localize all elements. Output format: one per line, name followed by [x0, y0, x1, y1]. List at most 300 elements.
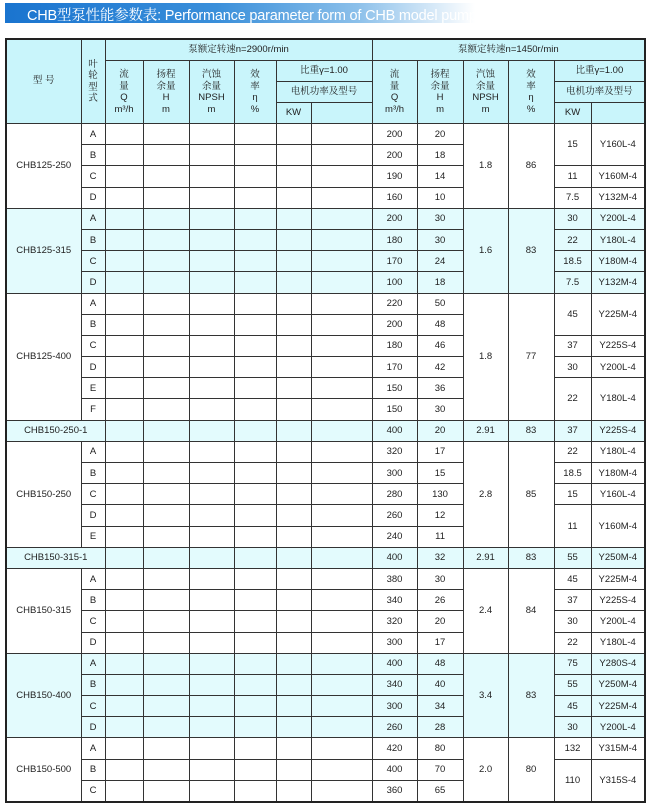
- impeller-cell: C: [81, 484, 105, 505]
- empty-2900-cell: [143, 166, 189, 187]
- empty-2900-cell: [234, 399, 276, 420]
- motor-kw-cell: 7.5: [554, 187, 591, 208]
- impeller-cell: D: [81, 717, 105, 738]
- empty-2900-cell: [105, 590, 143, 611]
- motor-kw-cell: 55: [554, 547, 591, 568]
- empty-2900-cell: [143, 505, 189, 526]
- impeller-cell: C: [81, 611, 105, 632]
- empty-2900-cell: [311, 293, 372, 314]
- head-cell: 30: [417, 399, 463, 420]
- motor-type-cell: Y160M-4: [591, 505, 645, 547]
- header-head-1450: 扬程 余量 H m: [417, 61, 463, 124]
- empty-2900-cell: [276, 653, 311, 674]
- empty-2900-cell: [105, 611, 143, 632]
- empty-2900-cell: [143, 251, 189, 272]
- header-speed-2900: 泵额定转速n=2900r/min: [105, 39, 372, 61]
- flow-cell: 300: [372, 463, 417, 484]
- empty-2900-cell: [311, 590, 372, 611]
- empty-2900-cell: [276, 399, 311, 420]
- empty-2900-cell: [234, 653, 276, 674]
- empty-2900-cell: [311, 335, 372, 356]
- empty-2900-cell: [143, 717, 189, 738]
- empty-2900-cell: [189, 780, 234, 802]
- efficiency-cell: 80: [508, 738, 554, 802]
- impeller-cell: A: [81, 568, 105, 589]
- motor-type-cell: Y225S-4: [591, 335, 645, 356]
- empty-2900-cell: [105, 759, 143, 780]
- empty-2900-cell: [143, 208, 189, 229]
- empty-2900-cell: [311, 208, 372, 229]
- motor-type-cell: Y315M-4: [591, 738, 645, 759]
- empty-2900-cell: [143, 738, 189, 759]
- motor-kw-cell: 37: [554, 590, 591, 611]
- header-motor-type-2900: [311, 103, 372, 124]
- flow-cell: 180: [372, 229, 417, 250]
- empty-2900-cell: [234, 526, 276, 547]
- table-row: [6, 738, 645, 759]
- empty-2900-cell: [276, 420, 311, 441]
- impeller-cell: B: [81, 674, 105, 695]
- empty-2900-cell: [189, 484, 234, 505]
- empty-2900-cell: [189, 632, 234, 653]
- flow-cell: 240: [372, 526, 417, 547]
- header-motor-1450: 电机功率及型号: [554, 82, 645, 103]
- empty-2900-cell: [276, 568, 311, 589]
- empty-2900-cell: [311, 463, 372, 484]
- flow-cell: 260: [372, 717, 417, 738]
- empty-2900-cell: [234, 208, 276, 229]
- npsh-cell: 2.91: [463, 420, 508, 441]
- empty-2900-cell: [234, 568, 276, 589]
- impeller-cell: A: [81, 124, 105, 145]
- impeller-cell: D: [81, 187, 105, 208]
- head-cell: 24: [417, 251, 463, 272]
- empty-2900-cell: [189, 696, 234, 717]
- empty-2900-cell: [311, 229, 372, 250]
- empty-2900-cell: [105, 145, 143, 166]
- motor-kw-cell: 110: [554, 759, 591, 802]
- motor-kw-cell: 22: [554, 378, 591, 420]
- efficiency-cell: 83: [508, 420, 554, 441]
- empty-2900-cell: [234, 484, 276, 505]
- empty-2900-cell: [234, 717, 276, 738]
- empty-2900-cell: [276, 547, 311, 568]
- empty-2900-cell: [311, 696, 372, 717]
- empty-2900-cell: [143, 399, 189, 420]
- empty-2900-cell: [105, 335, 143, 356]
- empty-2900-cell: [234, 272, 276, 293]
- motor-kw-cell: 30: [554, 611, 591, 632]
- empty-2900-cell: [311, 378, 372, 399]
- empty-2900-cell: [189, 653, 234, 674]
- efficiency-cell: 83: [508, 547, 554, 568]
- header-head-2900: 扬程 余量 H m: [143, 61, 189, 124]
- empty-2900-cell: [234, 251, 276, 272]
- impeller-cell: A: [81, 208, 105, 229]
- motor-type-cell: Y132M-4: [591, 187, 645, 208]
- motor-kw-cell: 30: [554, 208, 591, 229]
- head-cell: 28: [417, 717, 463, 738]
- header-kw-1450: KW: [554, 103, 591, 124]
- empty-2900-cell: [276, 335, 311, 356]
- empty-2900-cell: [311, 568, 372, 589]
- head-cell: 42: [417, 357, 463, 378]
- impeller-cell: C: [81, 780, 105, 802]
- empty-2900-cell: [234, 229, 276, 250]
- empty-2900-cell: [143, 357, 189, 378]
- header-motor-type-1450: [591, 103, 645, 124]
- title-bar: [5, 3, 475, 23]
- impeller-cell: B: [81, 229, 105, 250]
- flow-cell: 160: [372, 187, 417, 208]
- empty-2900-cell: [276, 293, 311, 314]
- head-cell: 46: [417, 335, 463, 356]
- impeller-cell: C: [81, 335, 105, 356]
- flow-cell: 340: [372, 674, 417, 695]
- table-row: [6, 653, 645, 674]
- empty-2900-cell: [189, 738, 234, 759]
- npsh-cell: 3.4: [463, 653, 508, 738]
- header-model: 型 号: [6, 39, 81, 124]
- impeller-cell: B: [81, 759, 105, 780]
- empty-2900-cell: [311, 738, 372, 759]
- header-flow-1450: 流 量 Q m³/h: [372, 61, 417, 124]
- head-cell: 32: [417, 547, 463, 568]
- motor-kw-cell: 22: [554, 229, 591, 250]
- empty-2900-cell: [276, 590, 311, 611]
- empty-2900-cell: [276, 780, 311, 802]
- impeller-cell: E: [81, 526, 105, 547]
- head-cell: 12: [417, 505, 463, 526]
- motor-type-cell: Y250M-4: [591, 674, 645, 695]
- motor-kw-cell: 22: [554, 632, 591, 653]
- flow-cell: 170: [372, 357, 417, 378]
- empty-2900-cell: [143, 526, 189, 547]
- empty-2900-cell: [311, 611, 372, 632]
- empty-2900-cell: [234, 187, 276, 208]
- impeller-cell: F: [81, 399, 105, 420]
- empty-2900-cell: [234, 420, 276, 441]
- empty-2900-cell: [234, 611, 276, 632]
- empty-2900-cell: [189, 441, 234, 462]
- head-cell: 15: [417, 463, 463, 484]
- head-cell: 130: [417, 484, 463, 505]
- empty-2900-cell: [143, 590, 189, 611]
- flow-cell: 360: [372, 780, 417, 802]
- flow-cell: 220: [372, 293, 417, 314]
- empty-2900-cell: [234, 314, 276, 335]
- motor-kw-cell: 22: [554, 441, 591, 462]
- empty-2900-cell: [276, 463, 311, 484]
- empty-2900-cell: [105, 547, 143, 568]
- motor-kw-cell: 11: [554, 505, 591, 547]
- empty-2900-cell: [311, 653, 372, 674]
- empty-2900-cell: [311, 780, 372, 802]
- head-cell: 80: [417, 738, 463, 759]
- flow-cell: 190: [372, 166, 417, 187]
- motor-type-cell: Y180L-4: [591, 632, 645, 653]
- table-body: [6, 124, 645, 803]
- flow-cell: 340: [372, 590, 417, 611]
- flow-cell: 150: [372, 378, 417, 399]
- empty-2900-cell: [276, 187, 311, 208]
- empty-2900-cell: [311, 357, 372, 378]
- empty-2900-cell: [105, 229, 143, 250]
- head-cell: 26: [417, 590, 463, 611]
- npsh-cell: 1.8: [463, 124, 508, 209]
- head-cell: 50: [417, 293, 463, 314]
- empty-2900-cell: [276, 314, 311, 335]
- header-npsh-1450: 汽蚀 余量 NPSH m: [463, 61, 508, 124]
- empty-2900-cell: [189, 166, 234, 187]
- empty-2900-cell: [311, 251, 372, 272]
- empty-2900-cell: [276, 717, 311, 738]
- motor-type-cell: Y160L-4: [591, 484, 645, 505]
- empty-2900-cell: [234, 632, 276, 653]
- flow-cell: 260: [372, 505, 417, 526]
- empty-2900-cell: [105, 208, 143, 229]
- empty-2900-cell: [189, 187, 234, 208]
- motor-kw-cell: 45: [554, 568, 591, 589]
- head-cell: 18: [417, 272, 463, 293]
- empty-2900-cell: [311, 187, 372, 208]
- header-motor-2900: 电机功率及型号: [276, 82, 372, 103]
- empty-2900-cell: [143, 547, 189, 568]
- model-cell: CHB150-400: [6, 653, 81, 738]
- head-cell: 14: [417, 166, 463, 187]
- model-cell: CHB125-315: [6, 208, 81, 293]
- header-efficiency-2900: 效 率 η %: [234, 61, 276, 124]
- empty-2900-cell: [234, 378, 276, 399]
- page-title: CHB型泵性能参数表: Performance parameter form of CHB model pump: [27, 8, 477, 24]
- head-cell: 30: [417, 208, 463, 229]
- empty-2900-cell: [105, 484, 143, 505]
- empty-2900-cell: [234, 505, 276, 526]
- npsh-cell: 2.91: [463, 547, 508, 568]
- impeller-cell: D: [81, 505, 105, 526]
- flow-cell: 150: [372, 399, 417, 420]
- empty-2900-cell: [234, 463, 276, 484]
- empty-2900-cell: [143, 463, 189, 484]
- empty-2900-cell: [105, 780, 143, 802]
- efficiency-cell: 85: [508, 441, 554, 547]
- table-row: [6, 124, 645, 145]
- motor-type-cell: Y200L-4: [591, 357, 645, 378]
- flow-cell: 170: [372, 251, 417, 272]
- empty-2900-cell: [189, 505, 234, 526]
- flow-cell: 320: [372, 441, 417, 462]
- motor-kw-cell: 37: [554, 335, 591, 356]
- empty-2900-cell: [189, 717, 234, 738]
- flow-cell: 400: [372, 653, 417, 674]
- motor-type-cell: Y132M-4: [591, 272, 645, 293]
- head-cell: 34: [417, 696, 463, 717]
- empty-2900-cell: [234, 590, 276, 611]
- motor-kw-cell: 75: [554, 653, 591, 674]
- empty-2900-cell: [234, 145, 276, 166]
- table-row: [6, 568, 645, 589]
- motor-type-cell: Y200L-4: [591, 717, 645, 738]
- head-cell: 17: [417, 441, 463, 462]
- empty-2900-cell: [276, 674, 311, 695]
- flow-cell: 420: [372, 738, 417, 759]
- flow-cell: 200: [372, 314, 417, 335]
- model-cell: CHB150-500: [6, 738, 81, 802]
- empty-2900-cell: [143, 568, 189, 589]
- motor-type-cell: Y180L-4: [591, 378, 645, 420]
- empty-2900-cell: [143, 696, 189, 717]
- motor-type-cell: Y225S-4: [591, 420, 645, 441]
- empty-2900-cell: [234, 335, 276, 356]
- empty-2900-cell: [311, 759, 372, 780]
- header-gravity-1450: 比重γ=1.00: [554, 61, 645, 82]
- header-flow-2900: 流 量 Q m³/h: [105, 61, 143, 124]
- impeller-cell: B: [81, 314, 105, 335]
- empty-2900-cell: [276, 696, 311, 717]
- empty-2900-cell: [143, 484, 189, 505]
- empty-2900-cell: [189, 463, 234, 484]
- impeller-cell: C: [81, 166, 105, 187]
- head-cell: 70: [417, 759, 463, 780]
- empty-2900-cell: [143, 632, 189, 653]
- empty-2900-cell: [143, 335, 189, 356]
- empty-2900-cell: [189, 590, 234, 611]
- npsh-cell: 2.8: [463, 441, 508, 547]
- empty-2900-cell: [311, 420, 372, 441]
- empty-2900-cell: [105, 378, 143, 399]
- empty-2900-cell: [189, 674, 234, 695]
- empty-2900-cell: [143, 420, 189, 441]
- impeller-cell: B: [81, 463, 105, 484]
- motor-kw-cell: 132: [554, 738, 591, 759]
- empty-2900-cell: [234, 547, 276, 568]
- empty-2900-cell: [189, 357, 234, 378]
- efficiency-cell: 83: [508, 653, 554, 738]
- motor-type-cell: Y280S-4: [591, 653, 645, 674]
- empty-2900-cell: [143, 187, 189, 208]
- flow-cell: 400: [372, 547, 417, 568]
- empty-2900-cell: [143, 441, 189, 462]
- empty-2900-cell: [311, 717, 372, 738]
- motor-type-cell: Y225S-4: [591, 590, 645, 611]
- empty-2900-cell: [105, 357, 143, 378]
- header-kw-2900: KW: [276, 103, 311, 124]
- empty-2900-cell: [105, 717, 143, 738]
- table-header: [6, 39, 645, 124]
- model-cell: CHB150-250: [6, 441, 81, 547]
- motor-type-cell: Y225M-4: [591, 696, 645, 717]
- empty-2900-cell: [189, 314, 234, 335]
- header-efficiency-1450: 效 率 η %: [508, 61, 554, 124]
- empty-2900-cell: [276, 251, 311, 272]
- empty-2900-cell: [311, 145, 372, 166]
- empty-2900-cell: [143, 229, 189, 250]
- empty-2900-cell: [234, 674, 276, 695]
- empty-2900-cell: [311, 441, 372, 462]
- empty-2900-cell: [143, 653, 189, 674]
- empty-2900-cell: [276, 738, 311, 759]
- empty-2900-cell: [143, 674, 189, 695]
- empty-2900-cell: [234, 357, 276, 378]
- motor-kw-cell: 15: [554, 484, 591, 505]
- empty-2900-cell: [105, 674, 143, 695]
- empty-2900-cell: [105, 272, 143, 293]
- empty-2900-cell: [105, 399, 143, 420]
- head-cell: 48: [417, 653, 463, 674]
- head-cell: 18: [417, 145, 463, 166]
- empty-2900-cell: [276, 357, 311, 378]
- motor-type-cell: Y200L-4: [591, 208, 645, 229]
- empty-2900-cell: [276, 272, 311, 293]
- empty-2900-cell: [234, 124, 276, 145]
- motor-type-cell: Y180L-4: [591, 229, 645, 250]
- empty-2900-cell: [189, 526, 234, 547]
- empty-2900-cell: [143, 124, 189, 145]
- motor-kw-cell: 45: [554, 696, 591, 717]
- table-row: [6, 420, 645, 441]
- npsh-cell: 2.0: [463, 738, 508, 802]
- performance-table: [5, 38, 646, 803]
- empty-2900-cell: [143, 759, 189, 780]
- impeller-cell: A: [81, 441, 105, 462]
- empty-2900-cell: [311, 547, 372, 568]
- empty-2900-cell: [143, 780, 189, 802]
- table-row: [6, 547, 645, 568]
- empty-2900-cell: [276, 229, 311, 250]
- motor-type-cell: Y180L-4: [591, 441, 645, 462]
- npsh-cell: 1.8: [463, 293, 508, 420]
- empty-2900-cell: [234, 696, 276, 717]
- impeller-cell: D: [81, 632, 105, 653]
- flow-cell: 400: [372, 420, 417, 441]
- head-cell: 30: [417, 229, 463, 250]
- motor-kw-cell: 37: [554, 420, 591, 441]
- impeller-cell: B: [81, 145, 105, 166]
- empty-2900-cell: [189, 335, 234, 356]
- empty-2900-cell: [105, 696, 143, 717]
- empty-2900-cell: [105, 124, 143, 145]
- empty-2900-cell: [311, 632, 372, 653]
- empty-2900-cell: [276, 378, 311, 399]
- model-cell: CHB150-250-1: [6, 420, 105, 441]
- empty-2900-cell: [189, 145, 234, 166]
- empty-2900-cell: [276, 166, 311, 187]
- efficiency-cell: 86: [508, 124, 554, 209]
- impeller-cell: E: [81, 378, 105, 399]
- motor-type-cell: Y180M-4: [591, 251, 645, 272]
- efficiency-cell: 77: [508, 293, 554, 420]
- impeller-cell: C: [81, 696, 105, 717]
- model-cell: CHB150-315-1: [6, 547, 105, 568]
- flow-cell: 100: [372, 272, 417, 293]
- motor-type-cell: Y160M-4: [591, 166, 645, 187]
- model-cell: CHB125-400: [6, 293, 81, 420]
- empty-2900-cell: [105, 187, 143, 208]
- empty-2900-cell: [105, 463, 143, 484]
- head-cell: 65: [417, 780, 463, 802]
- impeller-cell: A: [81, 293, 105, 314]
- empty-2900-cell: [189, 611, 234, 632]
- motor-kw-cell: 15: [554, 124, 591, 166]
- empty-2900-cell: [311, 674, 372, 695]
- motor-type-cell: Y315S-4: [591, 759, 645, 802]
- flow-cell: 180: [372, 335, 417, 356]
- empty-2900-cell: [105, 314, 143, 335]
- empty-2900-cell: [189, 547, 234, 568]
- header-speed-1450: 泵额定转速n=1450r/min: [372, 39, 645, 61]
- impeller-cell: A: [81, 653, 105, 674]
- empty-2900-cell: [189, 293, 234, 314]
